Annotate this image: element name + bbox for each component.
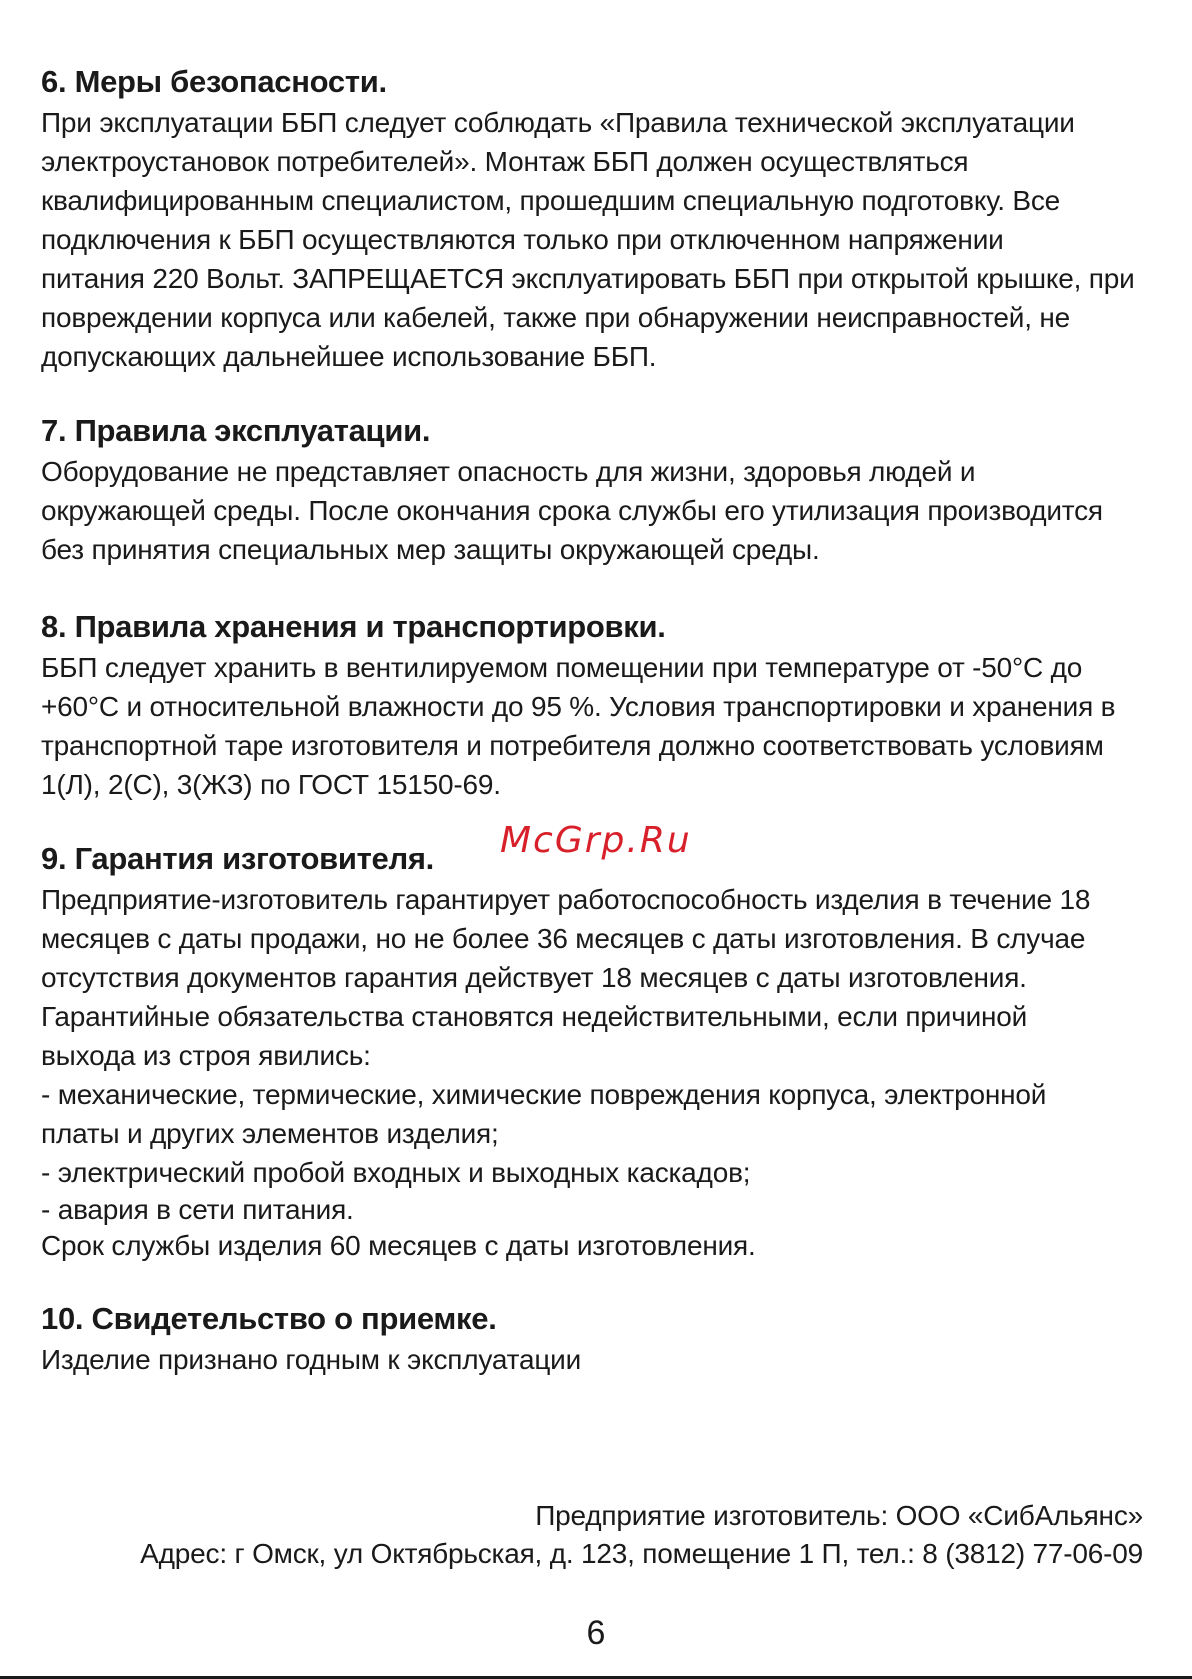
text-line: транспортной таре изготовителя и потребителя должно соответствовать условиям bbox=[41, 730, 1104, 761]
manufacturer-name: Предприятие изготовитель: ООО «СибАльянс» bbox=[535, 1500, 1143, 1531]
section-warranty bbox=[41, 839, 1151, 1264]
section-title-acceptance: 10. Свидетельство о приемке. bbox=[41, 1301, 497, 1336]
manufacturer-address: Адрес: г Омск, ул Октябрьская, д. 123, помещение 1 П, тел.: 8 (3812) 77-06-09 bbox=[140, 1538, 1143, 1569]
page-content bbox=[41, 62, 1151, 1414]
text-line: питания 220 Вольт. ЗАПРЕЩАЕТСЯ эксплуатировать ББП при открытой крышке, при bbox=[41, 263, 1135, 294]
text-line: отсутствия документов гарантия действует 18 месяцев с даты изготовления. bbox=[41, 962, 1027, 993]
text-line: 1(Л), 2(С), 3(ЖЗ) по ГОСТ 15150-69. bbox=[41, 769, 501, 800]
text-line: окружающей среды. После окончания срока службы его утилизация производится bbox=[41, 495, 1103, 526]
section-title-operation: 7. Правила эксплуатации. bbox=[41, 413, 431, 448]
text-line: Гарантийные обязательства становятся недействительными, если причиной bbox=[41, 1001, 1028, 1032]
text-line: Оборудование не представляет опасность для жизни, здоровья людей и bbox=[41, 456, 976, 487]
list-item: - электрический пробой входных и выходных каскадов; bbox=[41, 1157, 751, 1188]
list-item: платы и других элементов изделия; bbox=[41, 1118, 499, 1149]
section-title-warranty: 9. Гарантия изготовителя. bbox=[41, 841, 434, 876]
text-line: месяцев с даты продажи, но не более 36 месяцев с даты изготовления. В случае bbox=[41, 923, 1086, 954]
section-title-safety: 6. Меры безопасности. bbox=[41, 64, 387, 99]
text-line: +60°С и относительной влажности до 95 %. Условия транспортировки и хранения в bbox=[41, 691, 1116, 722]
text-line: Предприятие-изготовитель гарантирует работоспособность изделия в течение 18 bbox=[41, 884, 1091, 915]
section-acceptance bbox=[41, 1299, 1151, 1379]
text-line: допускающих дальнейшее использование ББП. bbox=[41, 341, 657, 372]
list-item: - авария в сети питания. bbox=[41, 1194, 354, 1225]
text-line: без принятия специальных мер защиты окружающей среды. bbox=[41, 534, 820, 565]
section-operation bbox=[41, 411, 1151, 569]
text-line: подключения к ББП осуществляются только при отключенном напряжении bbox=[41, 224, 1004, 255]
text-line: квалифицированным специалистом, прошедшим специальную подготовку. Все bbox=[41, 185, 1061, 216]
section-storage bbox=[41, 607, 1151, 804]
page-number: 6 bbox=[586, 1614, 606, 1652]
section-safety bbox=[41, 62, 1151, 376]
manufacturer-info bbox=[140, 1497, 1143, 1573]
text-line: Срок службы изделия 60 месяцев с даты изготовления. bbox=[41, 1230, 756, 1261]
text-line: ББП следует хранить в вентилируемом помещении при температуре от -50°С до bbox=[41, 652, 1083, 683]
text-line: выхода из строя явились: bbox=[41, 1040, 371, 1071]
list-item: - механические, термические, химические повреждения корпуса, электронной bbox=[41, 1079, 1047, 1110]
text-line: Изделие признано годным к эксплуатации bbox=[41, 1344, 582, 1375]
text-line: При эксплуатации ББП следует соблюдать «Правила технической эксплуатации bbox=[41, 107, 1075, 138]
watermark: McGrp.Ru bbox=[500, 820, 692, 861]
section-title-storage: 8. Правила хранения и транспортировки. bbox=[41, 609, 666, 644]
text-line: повреждении корпуса или кабелей, также при обнаружении неисправностей, не bbox=[41, 302, 1071, 333]
text-line: электроустановок потребителей». Монтаж ББП должен осуществляться bbox=[41, 146, 969, 177]
